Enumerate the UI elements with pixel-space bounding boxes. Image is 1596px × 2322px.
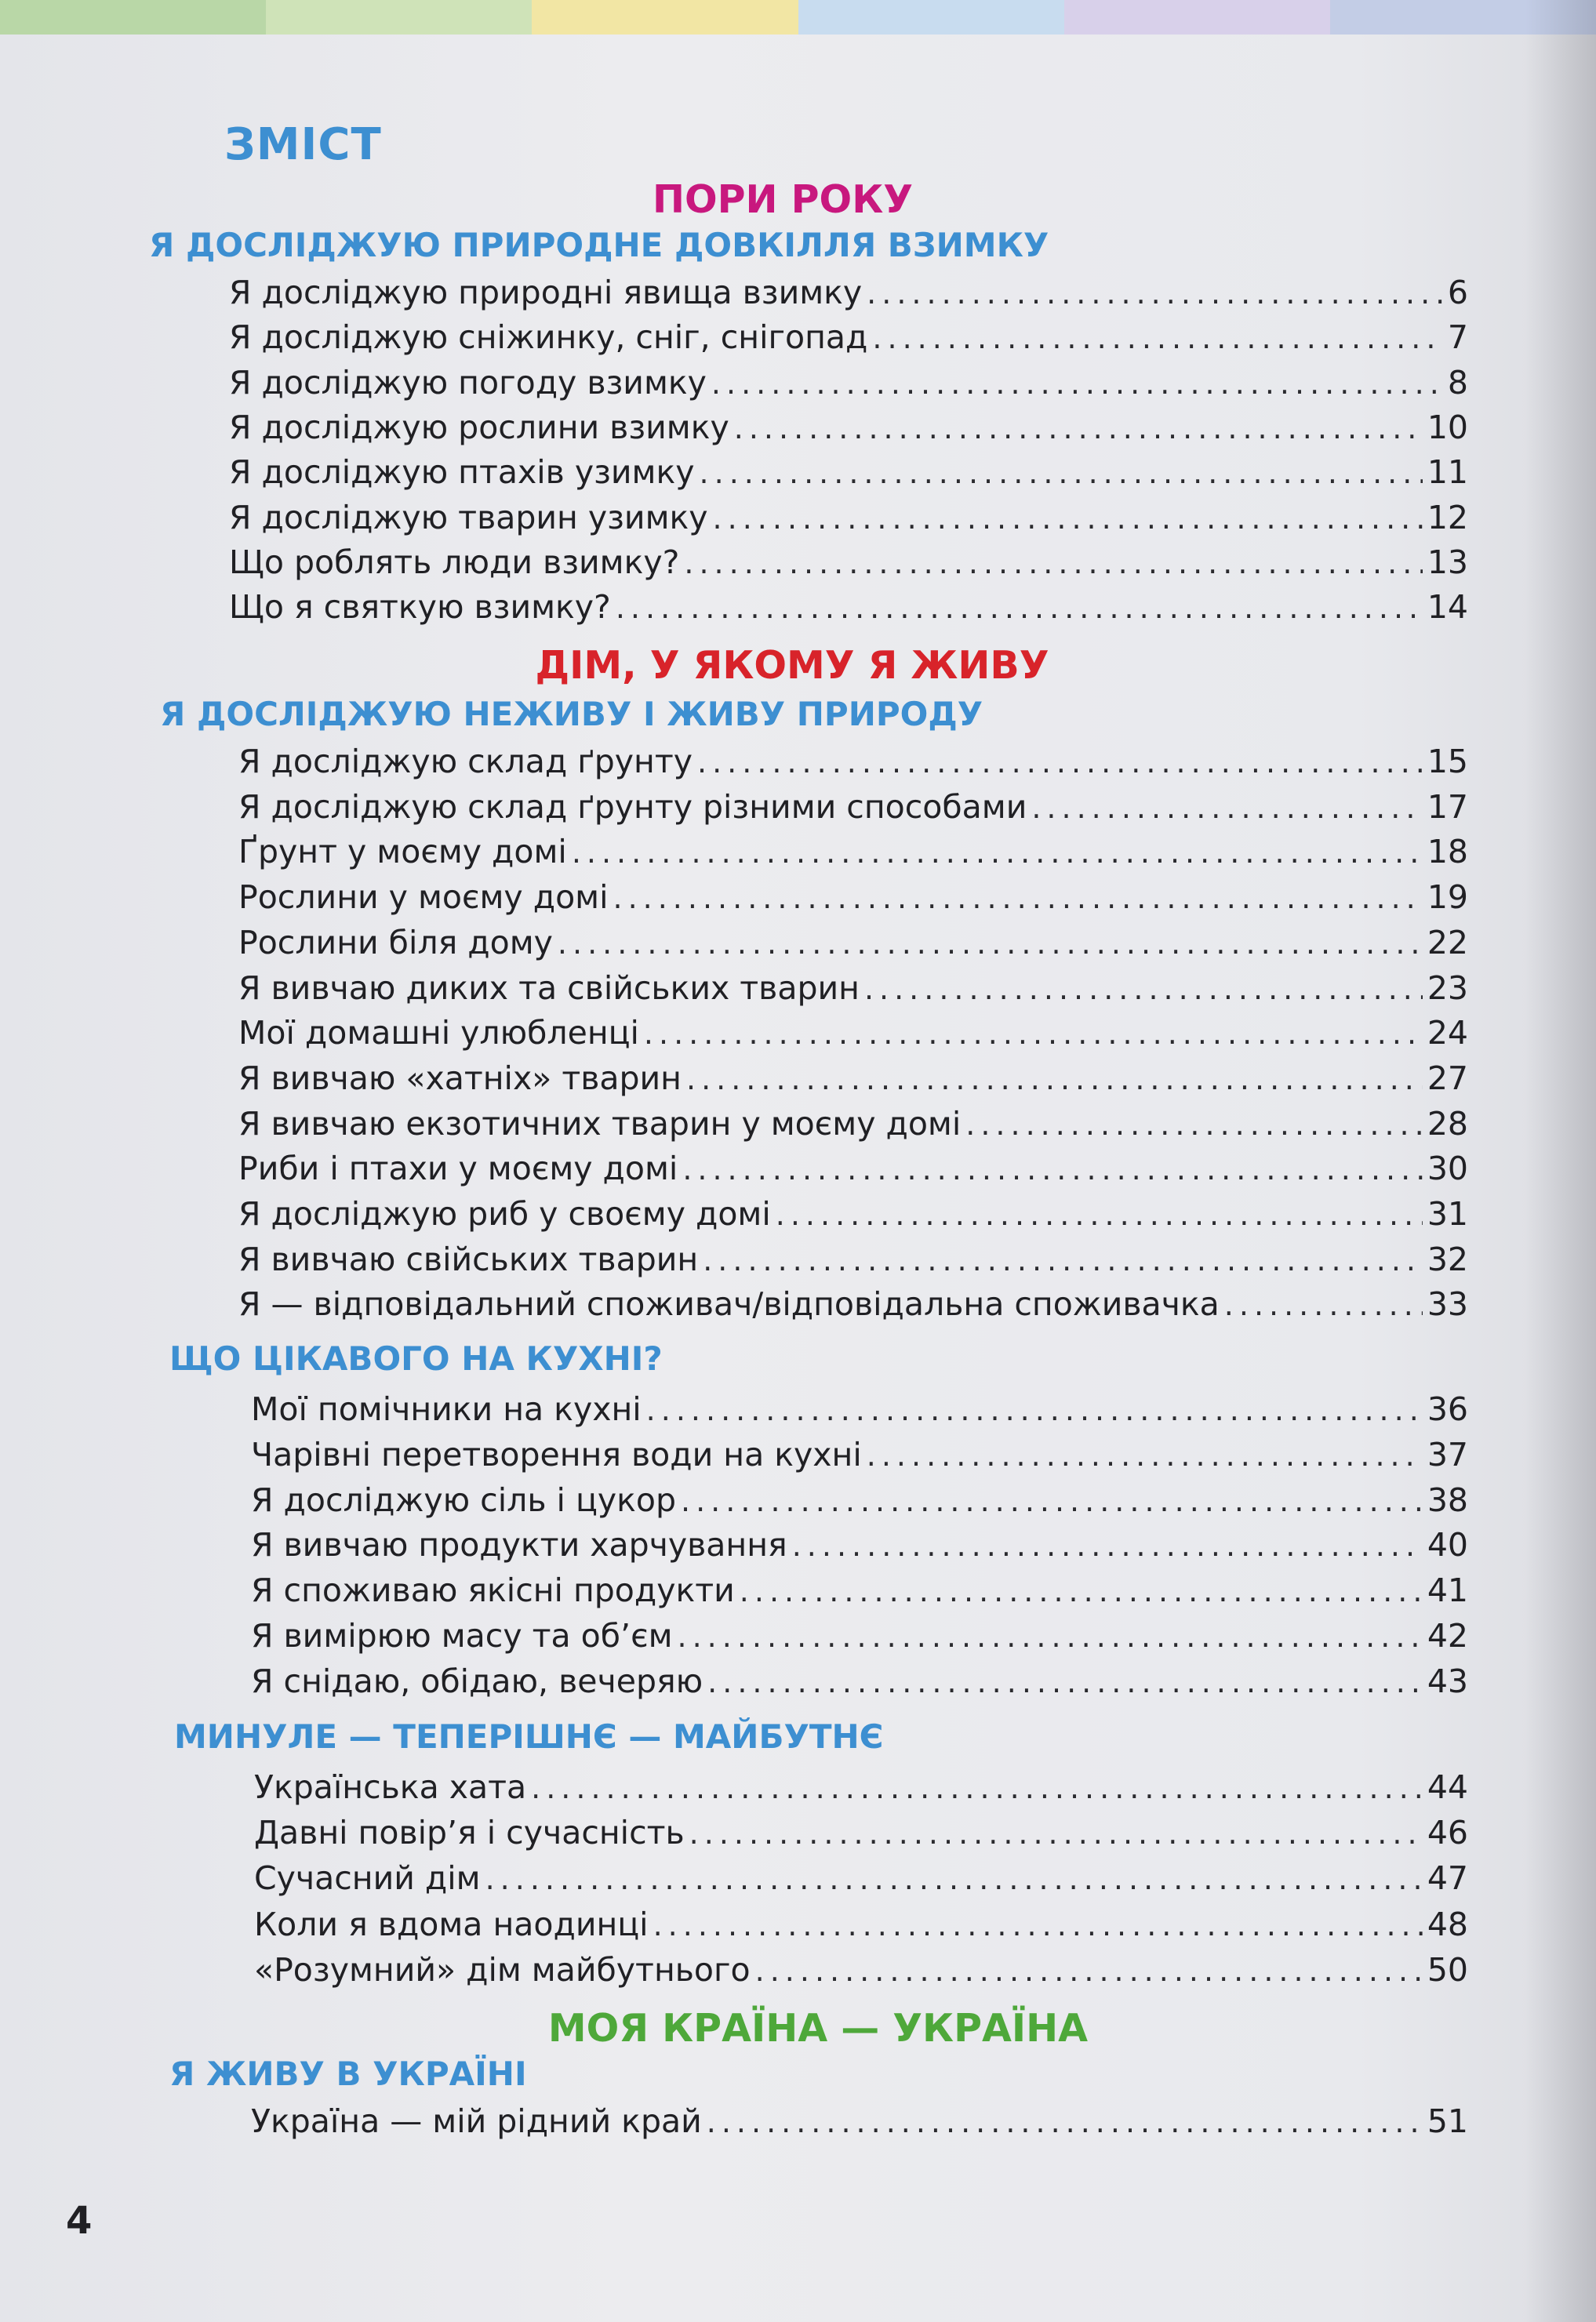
entry-title: Я досліджую природні явища взимку <box>229 274 863 311</box>
dot-leader <box>653 1902 1423 1948</box>
entry-title: Я вивчаю диких та свійських тварин <box>238 968 860 1007</box>
entry-title: Україна — мій рідний край <box>251 2102 702 2140</box>
entry-page-number: 31 <box>1427 1195 1468 1233</box>
entry-title: Риби і птахи у моєму домі <box>238 1150 678 1188</box>
dot-leader <box>703 1237 1423 1283</box>
dot-leader <box>485 1856 1423 1902</box>
section-heading: Я ДОСЛІДЖУЮ ПРИРОДНЕ ДОВКІЛЛЯ ВЗИМКУ <box>149 226 1049 264</box>
entry-title: Що я святкую взимку? <box>229 588 611 627</box>
entry-title: Я вивчаю екзотичних тварин у моєму домі <box>238 1104 962 1143</box>
part-heading: ПОРИ РОКУ <box>652 177 914 222</box>
entry-page-number: 36 <box>1427 1390 1468 1428</box>
toc-entry[interactable] <box>229 314 1468 360</box>
toc-entry[interactable] <box>229 360 1468 405</box>
toc-entry[interactable] <box>238 1010 1468 1056</box>
entry-title: Я досліджую сніжинку, сніг, снігопад <box>229 318 868 357</box>
entry-title: Ґрунт у моєму домі <box>238 833 567 871</box>
entry-page-number: 14 <box>1427 588 1468 627</box>
entry-page-number: 19 <box>1427 878 1468 917</box>
toc-title: ЗМІСТ <box>224 119 382 170</box>
entry-page-number: 32 <box>1427 1240 1468 1278</box>
dot-leader <box>689 1811 1423 1856</box>
dot-leader <box>644 1011 1423 1056</box>
entry-title: Я вивчаю «хатніх» тварин <box>238 1059 682 1097</box>
entry-page-number: 38 <box>1427 1481 1468 1519</box>
dot-leader <box>678 1614 1423 1659</box>
dot-leader <box>872 315 1443 361</box>
entry-title: Я снідаю, обідаю, вечеряю <box>251 1662 703 1700</box>
entry-title: Я досліджую риб у своєму домі <box>238 1195 771 1233</box>
dot-leader <box>613 875 1422 921</box>
toc-entry[interactable] <box>238 874 1468 920</box>
entry-title: Я вивчаю свійських тварин <box>238 1240 699 1278</box>
entry-title: Я досліджую сіль і цукор <box>251 1481 676 1519</box>
entry-title: Мої помічники на кухні <box>251 1390 642 1428</box>
toc-entry[interactable] <box>251 1432 1468 1477</box>
entry-page-number: 48 <box>1427 1905 1468 1943</box>
entry-page-number: 7 <box>1447 318 1468 357</box>
toc-entry[interactable] <box>254 1902 1468 1947</box>
entry-page-number: 28 <box>1427 1104 1468 1143</box>
entry-page-number: 46 <box>1427 1814 1468 1852</box>
entry-page-number: 23 <box>1427 968 1468 1007</box>
strip-segment <box>798 0 1064 35</box>
entry-title: Я споживаю якісні продукти <box>251 1572 735 1610</box>
dot-leader <box>755 1948 1423 1993</box>
strip-segment <box>0 0 266 35</box>
entry-page-number: 10 <box>1427 408 1468 446</box>
entry-page-number: 51 <box>1427 2102 1468 2140</box>
page-edge-shadow <box>1525 0 1596 2322</box>
strip-segment <box>266 0 532 35</box>
dot-leader <box>572 830 1423 875</box>
toc-entry[interactable] <box>251 1568 1468 1613</box>
color-strip <box>0 0 1596 35</box>
dot-leader <box>792 1523 1423 1568</box>
entry-title: Коли я вдома наодинці <box>254 1905 649 1943</box>
entry-page-number: 50 <box>1427 1950 1468 1989</box>
entry-title: Мої домашні улюбленці <box>238 1014 639 1052</box>
entry-page-number: 41 <box>1427 1572 1468 1610</box>
entry-page-number: 43 <box>1427 1662 1468 1700</box>
toc-entry[interactable] <box>229 449 1468 495</box>
toc-entry[interactable] <box>238 1237 1468 1282</box>
toc-entry[interactable] <box>254 1810 1468 1855</box>
toc-entry[interactable] <box>238 1146 1468 1191</box>
entry-page-number: 27 <box>1427 1059 1468 1097</box>
toc-entry[interactable] <box>238 1281 1468 1327</box>
toc-entry[interactable] <box>238 739 1468 784</box>
toc-entry[interactable] <box>251 1386 1468 1432</box>
toc-entry[interactable] <box>254 1764 1468 1810</box>
entry-title: Рослини у моєму домі <box>238 878 609 917</box>
entry-page-number: 18 <box>1427 833 1468 871</box>
part-heading: ДІМ, У ЯКОМУ Я ЖИВУ <box>535 643 1049 688</box>
entry-title: Що роблять люди взимку? <box>229 543 680 581</box>
entry-page-number: 13 <box>1427 543 1468 581</box>
toc-entry[interactable] <box>238 920 1468 965</box>
entry-page-number: 8 <box>1447 363 1468 402</box>
section-heading: Я ДОСЛІДЖУЮ НЕЖИВУ І ЖИВУ ПРИРОДУ <box>160 695 983 733</box>
toc-entry[interactable] <box>238 1101 1468 1146</box>
entry-title: «Розумний» дім майбутнього <box>254 1950 751 1989</box>
entry-page-number: 47 <box>1427 1859 1468 1898</box>
entry-page-number: 15 <box>1427 743 1468 780</box>
entry-title: Я досліджую рослини взимку <box>229 408 729 446</box>
entry-page-number: 37 <box>1427 1435 1468 1474</box>
entry-page-number: 17 <box>1427 787 1468 826</box>
entry-title: Я досліджую погоду взимку <box>229 363 707 402</box>
dot-leader <box>1031 785 1422 830</box>
toc-entry[interactable] <box>238 965 1468 1011</box>
entry-page-number: 11 <box>1427 453 1468 492</box>
dot-leader <box>867 1433 1423 1478</box>
entry-title: Я досліджую тварин узимку <box>229 498 708 536</box>
toc-entry[interactable] <box>251 2099 1468 2144</box>
toc-entry[interactable] <box>238 829 1468 874</box>
entry-title: Я — відповідальний споживач/відповідальна споживачка <box>238 1285 1220 1324</box>
entry-title: Я вивчаю продукти харчування <box>251 1526 787 1564</box>
toc-entry[interactable] <box>229 495 1468 540</box>
toc-entry[interactable] <box>238 1056 1468 1101</box>
toc-entry[interactable] <box>251 1477 1468 1523</box>
dot-leader <box>707 1659 1423 1705</box>
dot-leader <box>740 1568 1423 1614</box>
dot-leader <box>686 1056 1423 1102</box>
page-number: 4 <box>66 2199 93 2243</box>
entry-title: Сучасний дім <box>254 1859 481 1898</box>
toc-entry[interactable] <box>238 784 1468 830</box>
dot-leader <box>711 361 1443 406</box>
strip-segment <box>532 0 798 35</box>
entry-page-number: 40 <box>1427 1526 1468 1564</box>
dot-leader <box>531 1765 1423 1811</box>
dot-leader <box>646 1387 1423 1433</box>
entry-title: Рослини біля дому <box>238 923 553 961</box>
entry-page-number: 30 <box>1427 1150 1468 1188</box>
dot-leader <box>734 405 1423 451</box>
entry-title: Давні повір’я і сучасність <box>254 1814 685 1852</box>
dot-leader <box>776 1192 1423 1237</box>
dot-leader <box>867 271 1443 316</box>
toc-entry[interactable] <box>229 405 1468 450</box>
strip-segment <box>1064 0 1330 35</box>
dot-leader <box>707 2099 1423 2145</box>
toc-entry[interactable] <box>254 1947 1468 1993</box>
dot-leader <box>682 1146 1423 1192</box>
dot-leader <box>700 450 1423 496</box>
toc-entry[interactable] <box>251 1659 1468 1704</box>
toc-entry[interactable] <box>251 1522 1468 1568</box>
entry-page-number: 22 <box>1427 923 1468 961</box>
toc-entry[interactable] <box>254 1855 1468 1901</box>
toc-entry[interactable] <box>229 540 1468 585</box>
dot-leader <box>697 739 1423 785</box>
entry-page-number: 42 <box>1427 1617 1468 1655</box>
entry-page-number: 12 <box>1427 498 1468 536</box>
section-heading: ЩО ЦІКАВОГО НА КУХНІ? <box>169 1339 663 1378</box>
entry-title: Я досліджую склад ґрунту <box>238 743 693 780</box>
dot-leader <box>681 1478 1423 1524</box>
entry-page-number: 44 <box>1427 1768 1468 1806</box>
dot-leader <box>1224 1282 1423 1328</box>
dot-leader <box>558 921 1423 966</box>
section-heading: МИНУЛЕ — ТЕПЕРІШНЄ — МАЙБУТНЄ <box>174 1717 884 1756</box>
entry-title: Я досліджую склад ґрунту різними способами <box>238 787 1027 826</box>
entry-title: Я досліджую птахів узимку <box>229 453 695 492</box>
entry-page-number: 24 <box>1427 1014 1468 1052</box>
entry-title: Чарівні перетворення води на кухні <box>251 1435 862 1474</box>
dot-leader <box>864 966 1423 1012</box>
entry-page-number: 6 <box>1447 274 1468 311</box>
dot-leader <box>713 496 1423 541</box>
toc-entry[interactable] <box>238 1191 1468 1237</box>
part-heading: МОЯ КРАЇНА — УКРАЇНА <box>547 2006 1089 2051</box>
dot-leader <box>616 585 1423 630</box>
toc-entry[interactable] <box>251 1613 1468 1659</box>
entry-page-number: 33 <box>1427 1285 1468 1324</box>
entry-title: Українська хата <box>254 1768 527 1806</box>
section-heading: Я ЖИВУ В УКРАЇНІ <box>169 2055 527 2093</box>
dot-leader <box>965 1102 1423 1147</box>
entry-title: Я вимірюю масу та об’єм <box>251 1617 673 1655</box>
dot-leader <box>684 540 1422 586</box>
toc-entry[interactable] <box>229 584 1468 630</box>
toc-entry[interactable] <box>229 270 1468 315</box>
